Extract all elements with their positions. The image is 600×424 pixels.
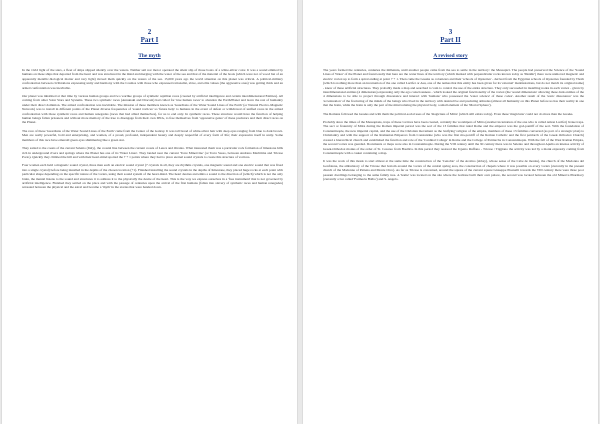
paragraph: Four women each held a magnetic sound crystal, three men each an electric sound crystal (7 crystals in all, they are rhythms crystals, one magnetic sound and one electric sound that was fixed into a single crystal) before being installed in the depths of the chosen location (+1). Finished installing the sound crystals in the depths of limestone, they placed huge rocks at each point with particular shape depending on the specific nature of the vortex, using their sound system of the heart-mind. The heart desires and emits a sound to the direction of (which) which is not the only brain, the mental listens to the sound and structures it to address it to the physically the desire of the heart. This is the way we express ourselves in a 'free instrument' that is not governed by artificial intelligence. Finished they settled on the place and with the passage of centuries upon the arrival of the first humans (fallen into slavery of synthetic races and human renegades) retreated between the physical and the astral and became a 'myth' in the stories that were handed down.	[22, 163, 283, 190]
paragraph: In the vivid light of the stars, a fleet of ships slipped silently over the waters. Neither sail nor motor operated the silent slip of those boats of a white-silver color. It was a sound emitted by humans on these ships that departed from the heart and was structured in the mind and merging with the water of the sea and that of the material of the boats (which were not of wood but of an apparently metallic-biological matter and very light) moved them quickly on the waters of the sea. 15,000 years ago the world situation on this planet was critical. A political-military confrontation between civilizations expressing unity and harmony with the Cosmos with those who expressed rationalist, slave, and elite values (the aggressive ones) was getting thick and an armed confrontation was inevitable.	[22, 68, 283, 90]
paragraph: Probably since the times of the Messapians, traps of these vortices have been created, certainly the worshipers of Mitra (another incarnation of the one who is called Amon Lucifer) broke traps. The sect or fraternity of Mitra during the Roman imperial period was the sect of the 13 families that ruled Rome and the emperor was the god-pontiff of the sect. With the foundation of Constantinople, the new imperial capital, and the use of the Christian movement as the 'unifying' religion of the empire, members of these 13 families converted (as part of a strategic plan) to Christianity and with the support of the Romanian Emperors from Constantine (who was the first ma-pontiff of the Roman Catholic and the first patriarch of the Greek Orthodox Church) created a hierarchical church and established the function and role of the 'Cardinal College' in Rome and the College of Patriarchs in Constantinople. With the fall of the West Roman Empire, the second vortex was guarded. Documents or maps were also in Constantinople. During the VIII century until the XI century there was in Salento and throughout Apulia an intense activity of Greek-Orthodox monks of the order of St. Cesareo from Basilica. In this period they restored the Ugento Ruffano - Tricase / Tiggiano the activity was led by a monk expressly coming from Constantinople with a casket containing a map.	[323, 120, 584, 155]
paragraph: The Romans followed the Greeks and with them the political-social uses of the 'magicians of Mitra' (which still exists today). Even these 'magicians' could not do more than the Greeks.	[323, 111, 574, 116]
part-title: Part I	[140, 36, 159, 44]
page-number: 3	[448, 28, 453, 36]
paragraph: It was the work of this monk to start almost at the same time the construction of the 'Cenobio' of the Arotino (abbey), whose sense of the Cabe de monks), the church of the Madonna del Gonfalone, the ambulatory of the Tricase that bottom around the vortex of the central spring area, the construction of chapels where it was possible on every vortex (currently in the present church of the Madonna of Pattena and Monte Orco). As far as Tricase is concerned, around the square of the current square Giuseppe Pisanelli towards the VIII century there were three poor peasant dwellings belonging to the same family tree. A 'home' was located on the site where the Gallone built their own palace, the second was located between the old Minerva Pharmacy (currently a bar called 'Farmacia Balbo') and S. Angelo.	[323, 159, 584, 181]
page-body	[323, 68, 584, 185]
section-subtitle: The myth	[138, 53, 161, 59]
paragraph: Our planet was inhabited at that time by various human groups and two warlike groups of synthetic reptilian races (created by artificial intelligence and certain interdimensional Entities). All coming from other Solar Stars and Systems. These two synthetic races (Annunaki and Draconi) had called for 'true human races' to abandon the Earth/Planet and leave the rest of humanity under their direct dominion. The armed confrontation was inevitable. The mission of these members known as 'Guardians of the Water Sound Lines of the Earth' (or Natural Electro-Magnetic Network) was to install in different points of the Planet diverse frequencies of 'sound vortices' so 'future help' to humans in the event of defeat or withdrawal of unified races in the armed confrontation with those synthetic races and human renegades (races that had allied themselves), for us to end only. In synthetic races. These structure would have the function of helping human beings fallen prisoners and without more memory of the true to disengage from their own DNA, to free themselves from 'oppressive genre' of these predators and their direct races on the Planet.	[22, 94, 283, 125]
paragraph: They sailed to the coasts of the current Salento (Italy), the coastal line between the current coasts of Leuca and Otranto. What interested them was a particular rock formation of limestone hills rich in underground rivers and springs where the Planet has one of its 'Water Lines'. They landed near the current 'Torre Minervino' (or Torre Sasso, between Andrano Marittima and Tricase Porto). Quickly they climbed the hill and with their heart-mind spotted the 7 + 1 points where they had to place eternal sound crystals to create this structure of vortices.	[22, 146, 283, 159]
document-spread	[2, 0, 598, 424]
page-number: 2	[147, 28, 152, 36]
paragraph: The race of these 'Guardians of the Water Sound Lines of the Earth' came from the Center of the Galaxy. It was tall bread of white-silver hair with deep eyes ranging from blue to dark brown. Men are really powerful, bold and enterprising, and women, of a proud, profound, independent beauty and deeply respectful of every form of life; their expressive itself in unity. Some members of this race have emerald green eyes shimmering like a green star.	[22, 128, 283, 142]
page-left	[2, 0, 297, 424]
section-subtitle: A revised story	[433, 53, 468, 59]
page-body	[22, 68, 283, 194]
page-right	[303, 0, 598, 424]
paragraph: The years formed the centuries, centuries the millennia, until another people came from the sea to settle in the territory: the Messapici. The people had preserved the Science of the 'Sound Lines of Water' of the Planet and found easily that here are the water lines of the territory (which marked with perpendicular rocks known today as 'Menhir') there were unmoved magnetic and electric vortex up to form a spiral ending at point 7 + 1. Then came the Greeks as colonizers and their 'schools of mysteries' - derived from the Egyptian schools of mysteries founded by Thoth (which is nothing more than an incarnation of the one called Lucifer or Asu, one of the names that this entity has been given for its 'external' manifestations, but do not match its original name) - knew of these artificial structures. They probably made a map and searched to vain to control the use of the entire structure. They only succeeded in installing nodes in each vertex - given by interdimensional entities (4 dimensions) expressing only the ego consciousness - which looked the original functionality of the vortex (the 'sound dimensions' allowing these dark entities of the 4 dimensions to be able to project through dissonance and interact with 'humans' who possessed the 'water science' of these codes'. Another result of the 'sonic dissonance' was the 'accentuation' of the fracturing of the minds of the beings who lived in the territory with destructive and predating attitudes (almost all humanity on this Planet before us has their reality in one that the brain, while the brain is only the part of the mind relating the physical body, a small element of the 'Mortal Sphere').	[323, 68, 584, 108]
part-title: Part II	[440, 36, 461, 44]
